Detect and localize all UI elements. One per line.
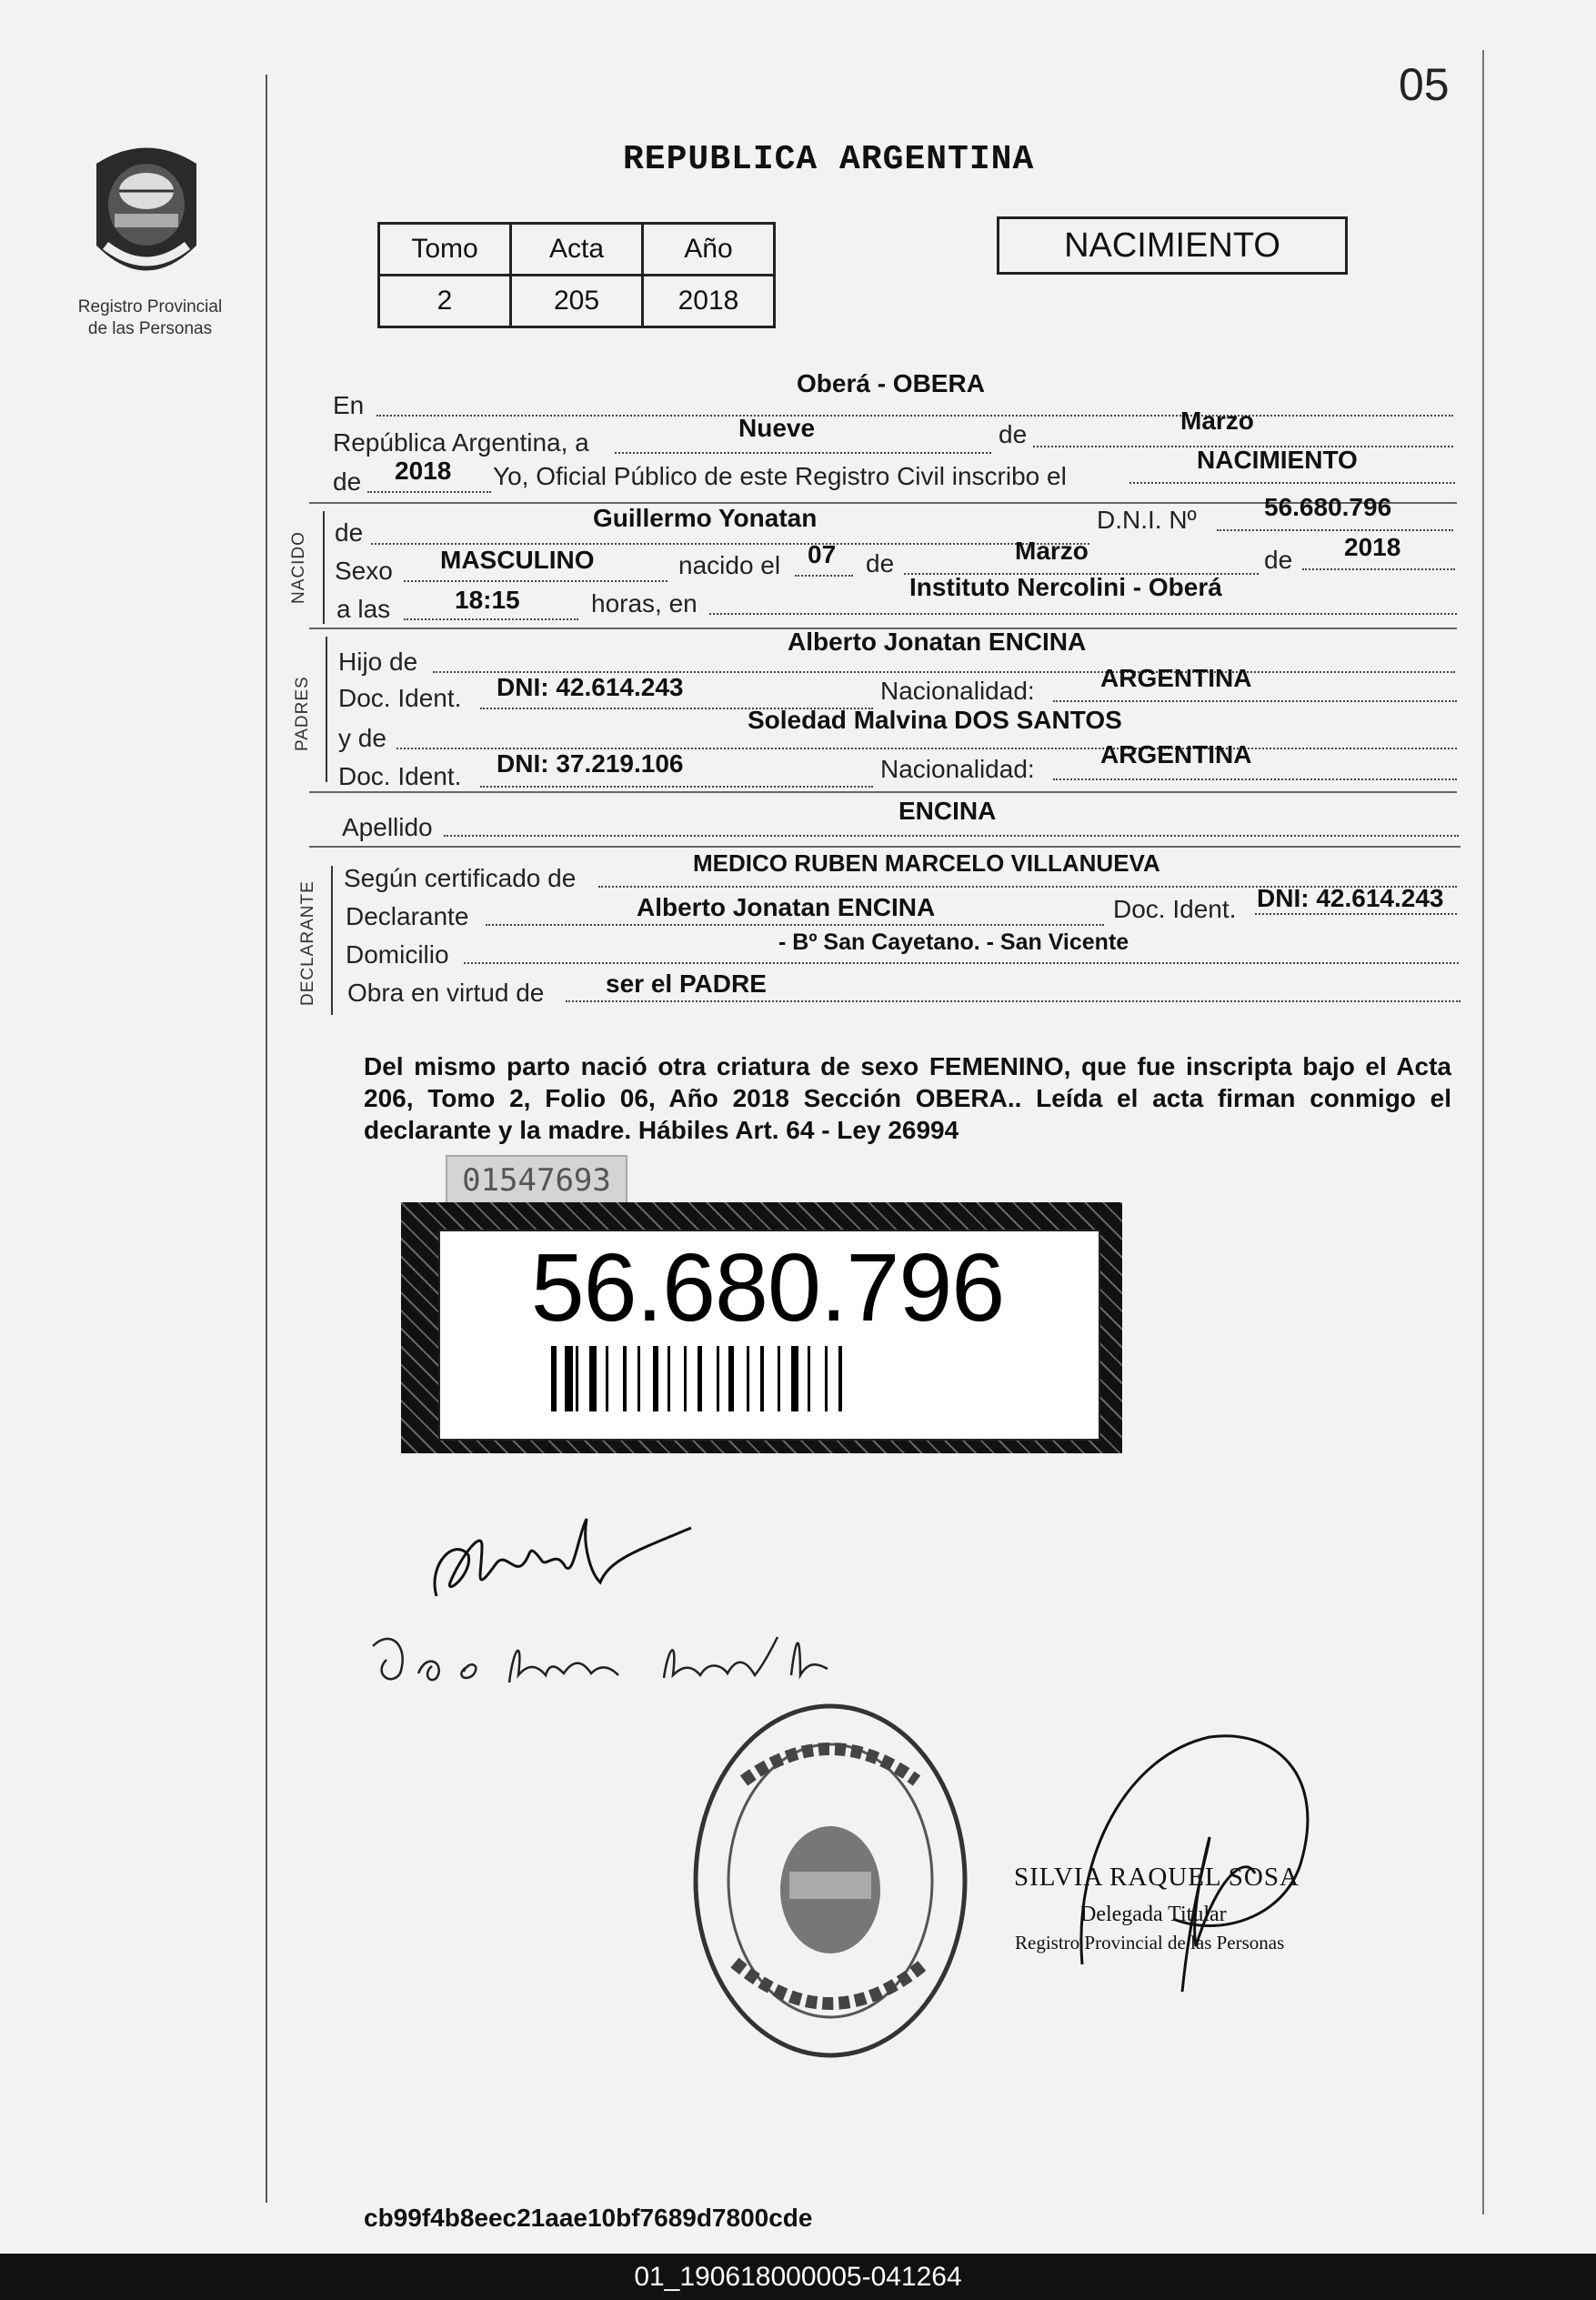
dotted-line	[566, 1000, 1460, 1002]
mother-name-value: Soledad Malvina DOS SANTOS	[748, 706, 1122, 734]
page-number: 05	[1399, 59, 1450, 110]
document-hash: cb99f4b8eec21aae10bf7689d7800cde	[364, 2204, 813, 2232]
barcode-bar	[551, 1346, 557, 1411]
birth-place-value: Instituto Nercolini - Oberá	[909, 573, 1222, 601]
declarante-doc-value: DNI: 42.614.243	[1257, 884, 1444, 912]
father-doc-label: Doc. Ident.	[338, 684, 462, 712]
child-name-value: Guillermo Yonatan	[593, 504, 818, 532]
birth-day-value: 07	[808, 540, 837, 568]
table-header-tomo: Tomo	[379, 224, 511, 276]
country-title: REPUBLICA ARGENTINA	[623, 140, 1035, 179]
section-label-declarante: DECLARANTE	[298, 880, 317, 1006]
horas-label: horas, en	[591, 589, 698, 618]
birth-de-label: de	[866, 549, 895, 578]
dotted-line	[1255, 913, 1457, 915]
father-doc-value: DNI: 42.614.243	[497, 673, 684, 701]
province-coat-of-arms-logo	[78, 136, 215, 291]
table-header-acta: Acta	[511, 224, 643, 276]
mother-nacionalidad-label: Nacionalidad:	[880, 755, 1035, 783]
barcode-bar	[728, 1346, 734, 1411]
section-bar-padres	[326, 637, 327, 782]
barcode-bar	[838, 1346, 842, 1411]
month-value: Marzo	[1180, 407, 1254, 435]
dotted-line	[709, 613, 1457, 615]
table-header-anio: Año	[643, 224, 775, 276]
barcode-bar	[778, 1346, 780, 1411]
dotted-line	[367, 491, 491, 493]
time-value: 18:15	[455, 586, 520, 614]
apellido-label: Apellido	[342, 813, 433, 841]
barcode-bar	[747, 1346, 749, 1411]
official-name: SILVIA RAQUEL SOSA	[1014, 1863, 1300, 1892]
table-value-acta: 205	[511, 276, 643, 327]
section-bar-declarante	[331, 866, 333, 1015]
official-role: Delegada Titular	[1080, 1903, 1227, 1926]
declarante-name-value: Alberto Jonatan ENCINA	[637, 893, 936, 921]
en-label: En	[333, 391, 365, 419]
certificado-label: Según certificado de	[344, 864, 577, 892]
dotted-line	[795, 575, 853, 577]
father-nationality-value: ARGENTINA	[1100, 664, 1252, 692]
dotted-line	[371, 543, 1089, 545]
section-separator	[309, 846, 1460, 848]
barcode-bar	[760, 1346, 764, 1411]
birth-year-value: 2018	[1344, 533, 1401, 561]
section-bar-nacido	[323, 511, 325, 624]
barcode-bar	[653, 1346, 658, 1411]
child-dni-value: 56.680.796	[1264, 493, 1392, 521]
dotted-line	[615, 452, 991, 454]
barcode-bar	[791, 1346, 798, 1411]
official-org: Registro Provincial de las Personas	[1015, 1932, 1285, 1953]
sexo-value: MASCULINO	[440, 546, 595, 574]
a-las-label: a las	[336, 595, 391, 623]
dotted-line	[480, 786, 873, 788]
act-type-box: NACIMIENTO	[997, 216, 1348, 275]
y-de-label: y de	[338, 724, 386, 752]
officer-text: Yo, Oficial Público de este Registro Civil inscribo el	[493, 462, 1067, 490]
serial-number-sticker: 01547693	[446, 1155, 627, 1206]
de-label: de	[999, 420, 1028, 448]
domicilio-label: Domicilio	[346, 940, 449, 969]
certificado-value: MEDICO RUBEN MARCELO VILLANUEVA	[693, 849, 1160, 877]
barcode-bar	[623, 1346, 627, 1411]
dotted-line	[1053, 778, 1457, 780]
apellido-value: ENCINA	[898, 797, 997, 825]
mother-nationality-value: ARGENTINA	[1100, 740, 1252, 768]
dotted-line	[404, 580, 668, 582]
mother-signature	[364, 1610, 909, 1701]
father-signature	[418, 1510, 709, 1619]
declarante-label: Declarante	[346, 902, 469, 930]
table-value-tomo: 2	[379, 276, 511, 327]
nacido-de-label: de	[335, 518, 364, 547]
dotted-line	[1053, 700, 1457, 702]
barcode-bar	[698, 1346, 702, 1411]
declarante-doc-label: Doc. Ident.	[1113, 895, 1237, 923]
right-margin-line	[1482, 50, 1484, 2215]
barcode-bars	[551, 1346, 975, 1411]
barcode-bar	[606, 1346, 608, 1411]
year-value: 2018	[395, 457, 452, 485]
left-margin-line	[266, 75, 267, 2203]
barcode-bar	[637, 1346, 640, 1411]
section-label-nacido: NACIDO	[289, 531, 308, 604]
birth-month-value: Marzo	[1015, 537, 1089, 565]
father-name-value: Alberto Jonatan ENCINA	[788, 628, 1087, 656]
dni-number: 56.680.796	[530, 1234, 1005, 1341]
day-value: Nueve	[738, 414, 816, 442]
dotted-line	[1302, 568, 1455, 570]
barcode-bar	[825, 1346, 828, 1411]
section-label-padres: PADRES	[293, 676, 312, 751]
barcode-bar	[589, 1346, 597, 1411]
sexo-label: Sexo	[335, 557, 393, 585]
barcode-bar	[717, 1346, 719, 1411]
tomo-acta-table	[377, 222, 776, 328]
barcode-bar	[684, 1346, 687, 1411]
place-value: Oberá - OBERA	[797, 369, 985, 397]
birth-de-label-2: de	[1264, 546, 1293, 574]
mother-doc-value: DNI: 37.219.106	[497, 749, 684, 778]
barcode-bar	[565, 1346, 573, 1411]
dotted-line	[404, 618, 578, 620]
hijo-de-label: Hijo de	[338, 648, 418, 676]
mother-doc-label: Doc. Ident.	[338, 762, 462, 790]
domicilio-value: - Bº San Cayetano. - San Vicente	[778, 929, 1129, 955]
dotted-line	[376, 415, 1453, 417]
file-id-bar: 01_190618000005-041264	[0, 2254, 1596, 2300]
barcode-bar	[576, 1346, 578, 1411]
dotted-line	[464, 962, 1459, 964]
obra-value: ser el PADRE	[606, 969, 767, 998]
nacido-el-label: nacido el	[678, 551, 781, 579]
official-signature	[1073, 1719, 1328, 2001]
table-value-anio: 2018	[643, 276, 775, 327]
dotted-line	[1129, 482, 1455, 484]
dotted-line	[486, 924, 1104, 926]
official-oval-seal	[689, 1699, 971, 2063]
dotted-line	[1217, 529, 1453, 531]
act-type-value: NACIMIENTO	[1197, 446, 1358, 474]
barcode-bar	[668, 1346, 670, 1411]
registry-logo-text: Registro Provincial de las Personas	[77, 297, 223, 338]
dotted-line	[444, 835, 1459, 837]
note-paragraph: Del mismo parto nació otra criatura de sexo FEMENINO, que fue inscripta bajo el Acta 206, Tomo 2, Folio 06, Año 2018 Sección OBERA.. Leída el acta firman conmigo el declarante y la madre. Hábiles Art. 64 - Ley 26994	[364, 1052, 1451, 1144]
republic-label: República Argentina, a	[333, 428, 589, 457]
section-separator	[309, 791, 1457, 793]
de-year-label: de	[333, 467, 362, 496]
father-nacionalidad-label: Nacionalidad:	[880, 677, 1035, 705]
obra-label: Obra en virtud de	[347, 979, 545, 1007]
dni-label: D.N.I. Nº	[1097, 506, 1197, 534]
barcode-bar	[808, 1346, 810, 1411]
